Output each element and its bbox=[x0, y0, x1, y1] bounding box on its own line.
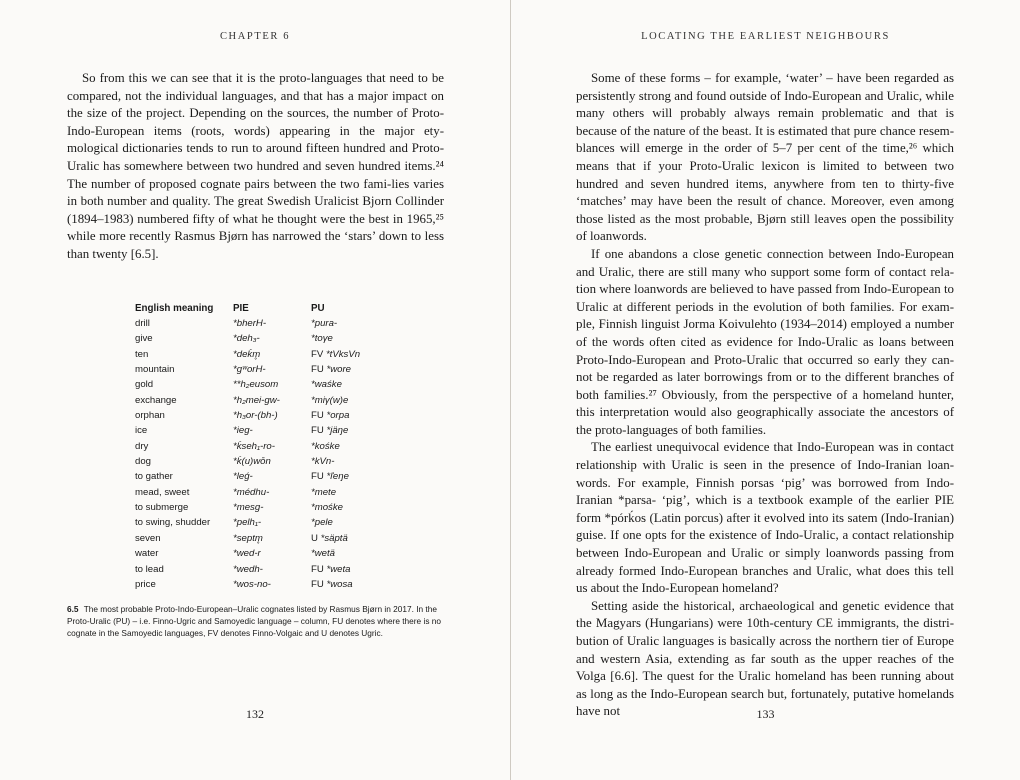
figure-caption bbox=[67, 603, 445, 640]
page-number-right: 133 bbox=[756, 707, 775, 721]
cell-pu bbox=[311, 548, 381, 563]
table-row bbox=[135, 548, 381, 563]
paragraph: Setting aside the historical, archaeological and genetic evidence that the Magyars (Hungarians) were 10th-century CE immigrants, the distri-bution of Uralic languages is basically across the northern tier of Europe and western Asia, extending as far south as the upper reaches of the Volga [6.6]. The quest for the Uralic homeland has been running about as long as the Indo-European search but, fortunately, putative homelands have not bbox=[576, 598, 954, 719]
cell-pie: *septm̥ bbox=[233, 532, 263, 544]
cell-english-meaning: exchange bbox=[135, 394, 177, 406]
cell-pu bbox=[311, 441, 381, 456]
cell-english-meaning: water bbox=[135, 548, 159, 560]
cell-english-meaning: drill bbox=[135, 318, 150, 329]
cell-pu-form: *orpa bbox=[326, 410, 350, 422]
table-row bbox=[135, 579, 381, 594]
cell-english-meaning: price bbox=[135, 578, 156, 590]
cell-english-meaning: mountain bbox=[135, 364, 175, 376]
table-row bbox=[135, 364, 381, 379]
cell-pie: *wedh- bbox=[233, 563, 263, 575]
right-page bbox=[511, 0, 1020, 780]
cell-english-meaning: ten bbox=[135, 348, 149, 360]
table-row bbox=[135, 379, 381, 394]
cell-english-meaning: to swing, shudder bbox=[135, 517, 211, 529]
cell-pu bbox=[311, 410, 381, 425]
cell-pie: *médhu- bbox=[233, 486, 270, 498]
cell-pu-form: *säptä bbox=[320, 532, 348, 544]
cell-pie: *deh₃- bbox=[233, 333, 260, 345]
cell-pie: *mesg- bbox=[233, 502, 264, 514]
cell-pu bbox=[311, 349, 381, 364]
column-header-english: English meaning bbox=[135, 303, 214, 314]
running-head-left: CHAPTER 6 bbox=[219, 31, 291, 42]
cell-pu-branch: U bbox=[311, 532, 321, 544]
cell-pie: *wed-r bbox=[233, 548, 261, 560]
cognates-table bbox=[135, 303, 381, 594]
cell-pie: **h₂eusom bbox=[233, 379, 279, 391]
cell-pu-form: *weta bbox=[326, 563, 351, 575]
cell-pie: *h₂mei-gw- bbox=[233, 394, 280, 406]
paragraph: The earliest unequivocal evidence that Indo-European was in contact relationship with Uralic is seen in the presence of Indo-Iranian loan-words. For example, Finnish porsas ‘pig’ was borrowed from Indo-Iranian *parsa- ‘pig’, which is a textbook example of the earlier PIE form *pórḱos (Latin porcus) after it evolved into its satem (Indo-Iranian) guise. If one opts for the existence of Indo-Uralic, a contact relationship between Indo-European and Uralic or simply loanwords passing from already formed Indo-European branches and Uralic, what does this tell us about the Indo-European homeland? bbox=[576, 440, 954, 596]
cell-pu-branch: FU bbox=[311, 563, 327, 575]
cell-english-meaning: seven bbox=[135, 532, 161, 544]
cell-english-meaning: dry bbox=[135, 440, 149, 452]
left-body-text bbox=[67, 70, 444, 264]
cell-english-meaning: ice bbox=[135, 425, 148, 437]
cell-pu-form: *mośke bbox=[311, 502, 343, 514]
paragraph: If one abandons a close genetic connection between Indo-European and Uralic, there are still many who support some form of contact rela-tion where loanwords are believed to have passed from Indo-European to Uralic at different periods in the evolution of both families. For exam-ple, Finnish linguist Jorma Koivulehto (1934–2014) employed a number of the words often cited as evidence for Indo-Uralic as loans between Proto-Indo-European and Proto-Uralic that occurred so early they can-not be regarded as later borrowings from or to the different branches of both families.²⁷ Obviously, from the perspective of a homeland hunter, this interpretation would also geographically associate the ancestors of the proto-languages of both families. bbox=[576, 246, 954, 437]
table-row bbox=[135, 333, 381, 348]
cell-pu-branch: FU bbox=[311, 578, 327, 590]
cell-pu-form: *pura- bbox=[311, 318, 338, 329]
cell-pu bbox=[311, 333, 381, 348]
cell-english-meaning: give bbox=[135, 333, 153, 345]
paragraph: So from this we can see that it is the proto-languages that need to be compared, not the individual languages, and that has a major impact on the size of the project. Depending on the sources, the number of Proto-Indo-European items (roots, words) appearing in the major ety-mological dictionaries tends to run to around fifteen hundred and Proto-Uralic has somewhere between two hundred and seven hundred items.²⁴ The number of proposed cognate pairs between the two fami-lies varies in both number and quality. The great Swedish Uralicist Bjorn Collinder (1894–1983) numbered fifty of what he thought were the best in 1965,²⁵ while more recently Rasmus Bjørn has narrowed the ‘stars’ down to less than twenty [6.5]. bbox=[67, 71, 444, 261]
cell-pu bbox=[311, 487, 381, 502]
cell-pu bbox=[311, 502, 381, 517]
table-row bbox=[135, 395, 381, 410]
caption-text: The most probable Proto-Indo-European–Uralic cognates listed by Rasmus Bjørn in 2017. In the Proto-Uralic (PU) – i.e. Finno-Ugric and Samoyedic language – column, FU denotes where there is no cognate in the Samoyedic languages, FV denotes Finno-Volgaic and U denotes Ugric. bbox=[67, 604, 441, 639]
cell-pie: *pelh₁- bbox=[233, 517, 262, 529]
cell-pu bbox=[311, 579, 381, 594]
cell-pu-form: *jäŋe bbox=[326, 425, 349, 437]
cell-pu-form: *wosa bbox=[326, 578, 353, 590]
table-row bbox=[135, 517, 381, 532]
cell-pie: *leǵ- bbox=[233, 471, 253, 483]
cell-pie: *deḱm̥ bbox=[233, 348, 261, 360]
cell-english-meaning: gold bbox=[135, 379, 154, 391]
table-row bbox=[135, 349, 381, 364]
running-head-right: LOCATING THE EARLIEST NEIGHBOURS bbox=[641, 31, 890, 42]
cell-pu-form: *waśke bbox=[311, 379, 342, 391]
cell-english-meaning: orphan bbox=[135, 410, 165, 422]
page-number-left: 132 bbox=[246, 707, 264, 721]
cell-pu-form: *wetä bbox=[311, 548, 335, 560]
table-row bbox=[135, 487, 381, 502]
column-header-pie: PIE bbox=[233, 303, 249, 314]
cell-pu bbox=[311, 533, 381, 548]
table-row bbox=[135, 471, 381, 486]
table-row bbox=[135, 425, 381, 440]
cell-pu bbox=[311, 517, 381, 532]
cell-pu bbox=[311, 318, 381, 333]
cell-pu bbox=[311, 456, 381, 471]
cell-pu-form: *miγ(w)e bbox=[311, 394, 349, 406]
cell-pu bbox=[311, 425, 381, 440]
cell-pu bbox=[311, 395, 381, 410]
table-row bbox=[135, 456, 381, 471]
cell-pu-form: *toγe bbox=[311, 333, 333, 345]
table-row bbox=[135, 441, 381, 456]
table-body bbox=[135, 318, 381, 594]
cell-pu bbox=[311, 379, 381, 394]
cell-english-meaning: dog bbox=[135, 456, 152, 468]
cell-pie: *ieg- bbox=[233, 425, 253, 437]
cell-english-meaning: to lead bbox=[135, 563, 164, 575]
column-header-pu: PU bbox=[311, 303, 325, 314]
cell-pu-branch: FU bbox=[311, 364, 327, 376]
cell-pu-form: *kośke bbox=[311, 440, 340, 452]
table-row bbox=[135, 410, 381, 425]
table-row bbox=[135, 502, 381, 517]
cell-pu-form: *mete bbox=[311, 486, 337, 498]
paragraph: Some of these forms – for example, ‘water’ – have been regarded as persistently strong and found outside of Indo-European and Uralic, while many others will probably always remain problematic and that is because of the nature of the beast. It is estimated that pure chance resem-blances will emerge in the order of 5–7 per cent of the time,²⁶ which means that if your Proto-Uralic lexicon is limited to between two hundred and seven hundred items, anywhere from ten to thirty-five ‘matches’ may have been the result of chance. Moreover, even among those listed as the most probable, Bjørn still leaves open the possibility of loanwords. bbox=[576, 71, 954, 244]
table-row bbox=[135, 318, 381, 333]
cell-pie: *gʷorH- bbox=[233, 364, 266, 376]
cell-pu-branch: FV bbox=[311, 348, 326, 360]
cell-pie: *ḱ(u)wōn bbox=[233, 456, 271, 468]
cell-english-meaning: to gather bbox=[135, 471, 173, 483]
cell-pu-form: *ľeŋe bbox=[326, 471, 349, 483]
caption-number: 6.5 bbox=[67, 604, 79, 614]
cell-pu-form: *tVksVn bbox=[325, 348, 361, 360]
cell-pie: *ḱseh₁-ro- bbox=[233, 440, 275, 452]
cell-pie: *h₃or-(bh-) bbox=[233, 410, 278, 422]
cell-english-meaning: to submerge bbox=[135, 502, 189, 514]
cell-pu-branch: FU bbox=[311, 471, 327, 483]
cell-pie: *bherH- bbox=[233, 318, 267, 329]
cell-pu-branch: FU bbox=[311, 410, 327, 422]
cell-pu bbox=[311, 564, 381, 579]
cell-pie: *wos-no- bbox=[233, 578, 271, 590]
cell-pu-form: *wore bbox=[326, 364, 351, 376]
cell-pu-form: *pele bbox=[311, 517, 333, 529]
cell-pu bbox=[311, 471, 381, 486]
cell-english-meaning: mead, sweet bbox=[135, 486, 190, 498]
cell-pu-form: *kVn- bbox=[311, 456, 335, 468]
table-row bbox=[135, 533, 381, 548]
cell-pu-branch: FU bbox=[311, 425, 327, 437]
right-body-text bbox=[576, 70, 954, 721]
table-row bbox=[135, 564, 381, 579]
cell-pu bbox=[311, 364, 381, 379]
table-header-row bbox=[135, 303, 381, 318]
